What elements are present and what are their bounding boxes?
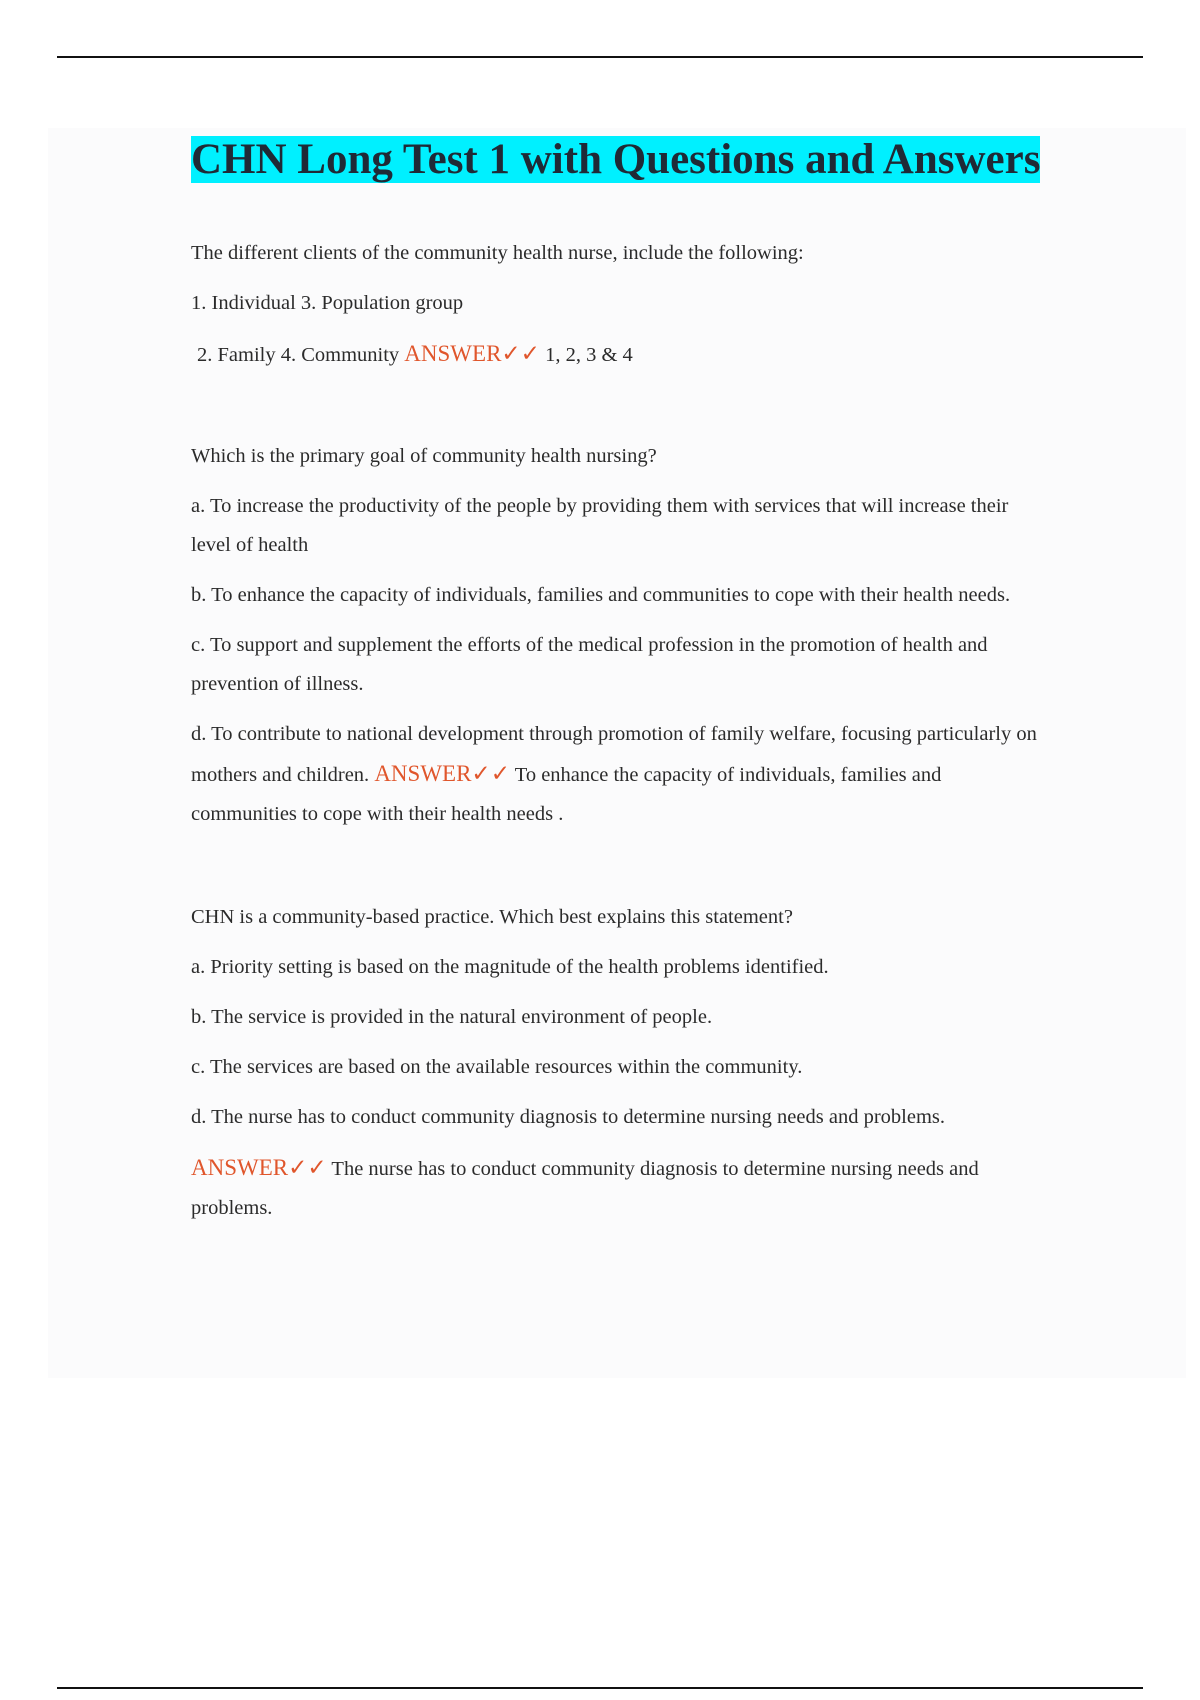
question-line-text: 2. Family 4. Community xyxy=(197,344,400,366)
answer-marker: ANSWER✓✓ xyxy=(191,1155,327,1180)
option-a: a. Priority setting is based on the magnitude of the health problems identified. xyxy=(191,956,829,978)
question-stem: The different clients of the community health nurse, include the following: xyxy=(191,242,804,264)
answer-text: 1, 2, 3 & 4 xyxy=(545,344,633,366)
question-line xyxy=(191,334,1051,375)
option-b: b. The service is provided in the natural environment of people. xyxy=(191,1006,713,1028)
answer-text: The nurse has to conduct community diagnosis to determine nursing needs and problems. xyxy=(191,1158,979,1219)
question-line: 1. Individual 3. Population group xyxy=(191,292,464,314)
document-title xyxy=(191,134,1051,186)
question-2 xyxy=(191,437,1051,834)
answer-marker: ANSWER✓✓ xyxy=(404,341,540,366)
question-stem: CHN is a community-based practice. Which best explains this statement? xyxy=(191,906,793,928)
answer-text: To enhance the capacity of individuals, families and communities to cope with their health needs . xyxy=(191,764,942,825)
question-stem: Which is the primary goal of community health nursing? xyxy=(191,445,657,467)
option-d: d. The nurse has to conduct community diagnosis to determine nursing needs and problems. xyxy=(191,1106,945,1128)
option-c: c. The services are based on the available resources within the community. xyxy=(191,1056,803,1078)
option-d-text: d. To contribute to national development through promotion of family welfare, focusing particularly on mothers and children. xyxy=(191,723,1037,786)
footer-rule xyxy=(57,1687,1143,1689)
option-b: b. To enhance the capacity of individuals, families and communities to cope with their health needs. xyxy=(191,584,1011,606)
title-highlight: CHN Long Test 1 with Questions and Answers xyxy=(191,136,1041,183)
document-content xyxy=(191,134,1051,1239)
answer-marker: ANSWER✓✓ xyxy=(374,761,510,786)
answer-line xyxy=(191,1148,1051,1228)
question-1 xyxy=(191,234,1051,375)
option-d xyxy=(191,715,1051,834)
question-3 xyxy=(191,898,1051,1228)
option-c: c. To support and supplement the efforts of the medical profession in the promotion of health and prevention of illness. xyxy=(191,634,988,695)
option-a: a. To increase the productivity of the people by providing them with services that will increase their level of health xyxy=(191,495,1009,556)
header-rule xyxy=(57,56,1143,58)
